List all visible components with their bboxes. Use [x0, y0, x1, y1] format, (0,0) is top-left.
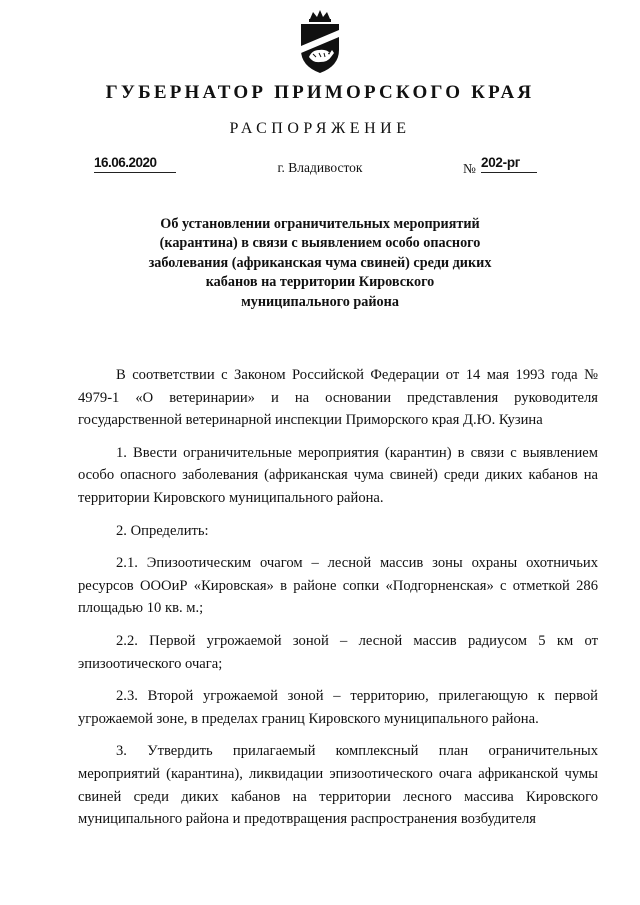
body-paragraph: В соответствии с Законом Российской Федерации от 14 мая 1993 года № 4979-1 «О ветеринарии» и на основании представления руководителя государственной ветеринарной инспекции Приморского края Д.Ю. Кузина: [78, 367, 598, 429]
document-city: г. Владивосток: [277, 160, 363, 175]
subject-line: (карантина) в связи с выявлением особо опасного: [159, 235, 481, 252]
body-paragraph: 1. Ввести ограничительные мероприятия (карантин) в связи с выявлением особо опасного заболевания (африканская чума свиней) среди диких кабанов на территории Кировского муниципального района.: [78, 444, 598, 506]
coat-of-arms-icon: [298, 10, 342, 76]
body-paragraph: 2.3. Второй угрожаемой зоной – территорию, прилегающую к первой угрожаемой зоне, в пределах границ Кировского муниципального района.: [78, 688, 598, 727]
document-type: РАСПОРЯЖЕНИЕ: [229, 120, 411, 137]
document-date: 16.06.2020: [94, 155, 176, 173]
body-paragraph: 2.2. Первой угрожаемой зоной – лесной массив радиусом 5 км от эпизоотического очага;: [78, 632, 598, 672]
document-subject: [140, 215, 500, 312]
document-number-label: №: [463, 161, 476, 176]
document-body: [78, 364, 598, 841]
body-paragraph: 3. Утвердить прилагаемый комплексный план ограничительных мероприятий (карантина), ликвидации эпизоотического очага африканской чумы свиней среди диких кабанов на территории лесного массива Кировского муниципального района и предотвращения распространения возбудителя: [78, 743, 598, 828]
body-paragraph: 2.1. Эпизоотическим очагом – лесной массив зоны охраны охотничьих ресурсов ОООиР «Кировская» в районе сопки «Подгорненская» с отметкой 286 площадью 10 кв. м.;: [78, 555, 598, 617]
subject-line: муниципального района: [241, 293, 399, 310]
document-number: 202-рг: [481, 155, 537, 173]
issuer-title: ГУБЕРНАТОР ПРИМОРСКОГО КРАЯ: [105, 82, 535, 103]
subject-line: кабанов на территории Кировского: [205, 274, 435, 291]
subject-line: заболевания (африканская чума свиней) среди диких: [148, 254, 492, 271]
subject-line: Об установлении ограничительных мероприятий: [160, 216, 480, 232]
body-paragraph: 2. Определить:: [116, 522, 209, 539]
